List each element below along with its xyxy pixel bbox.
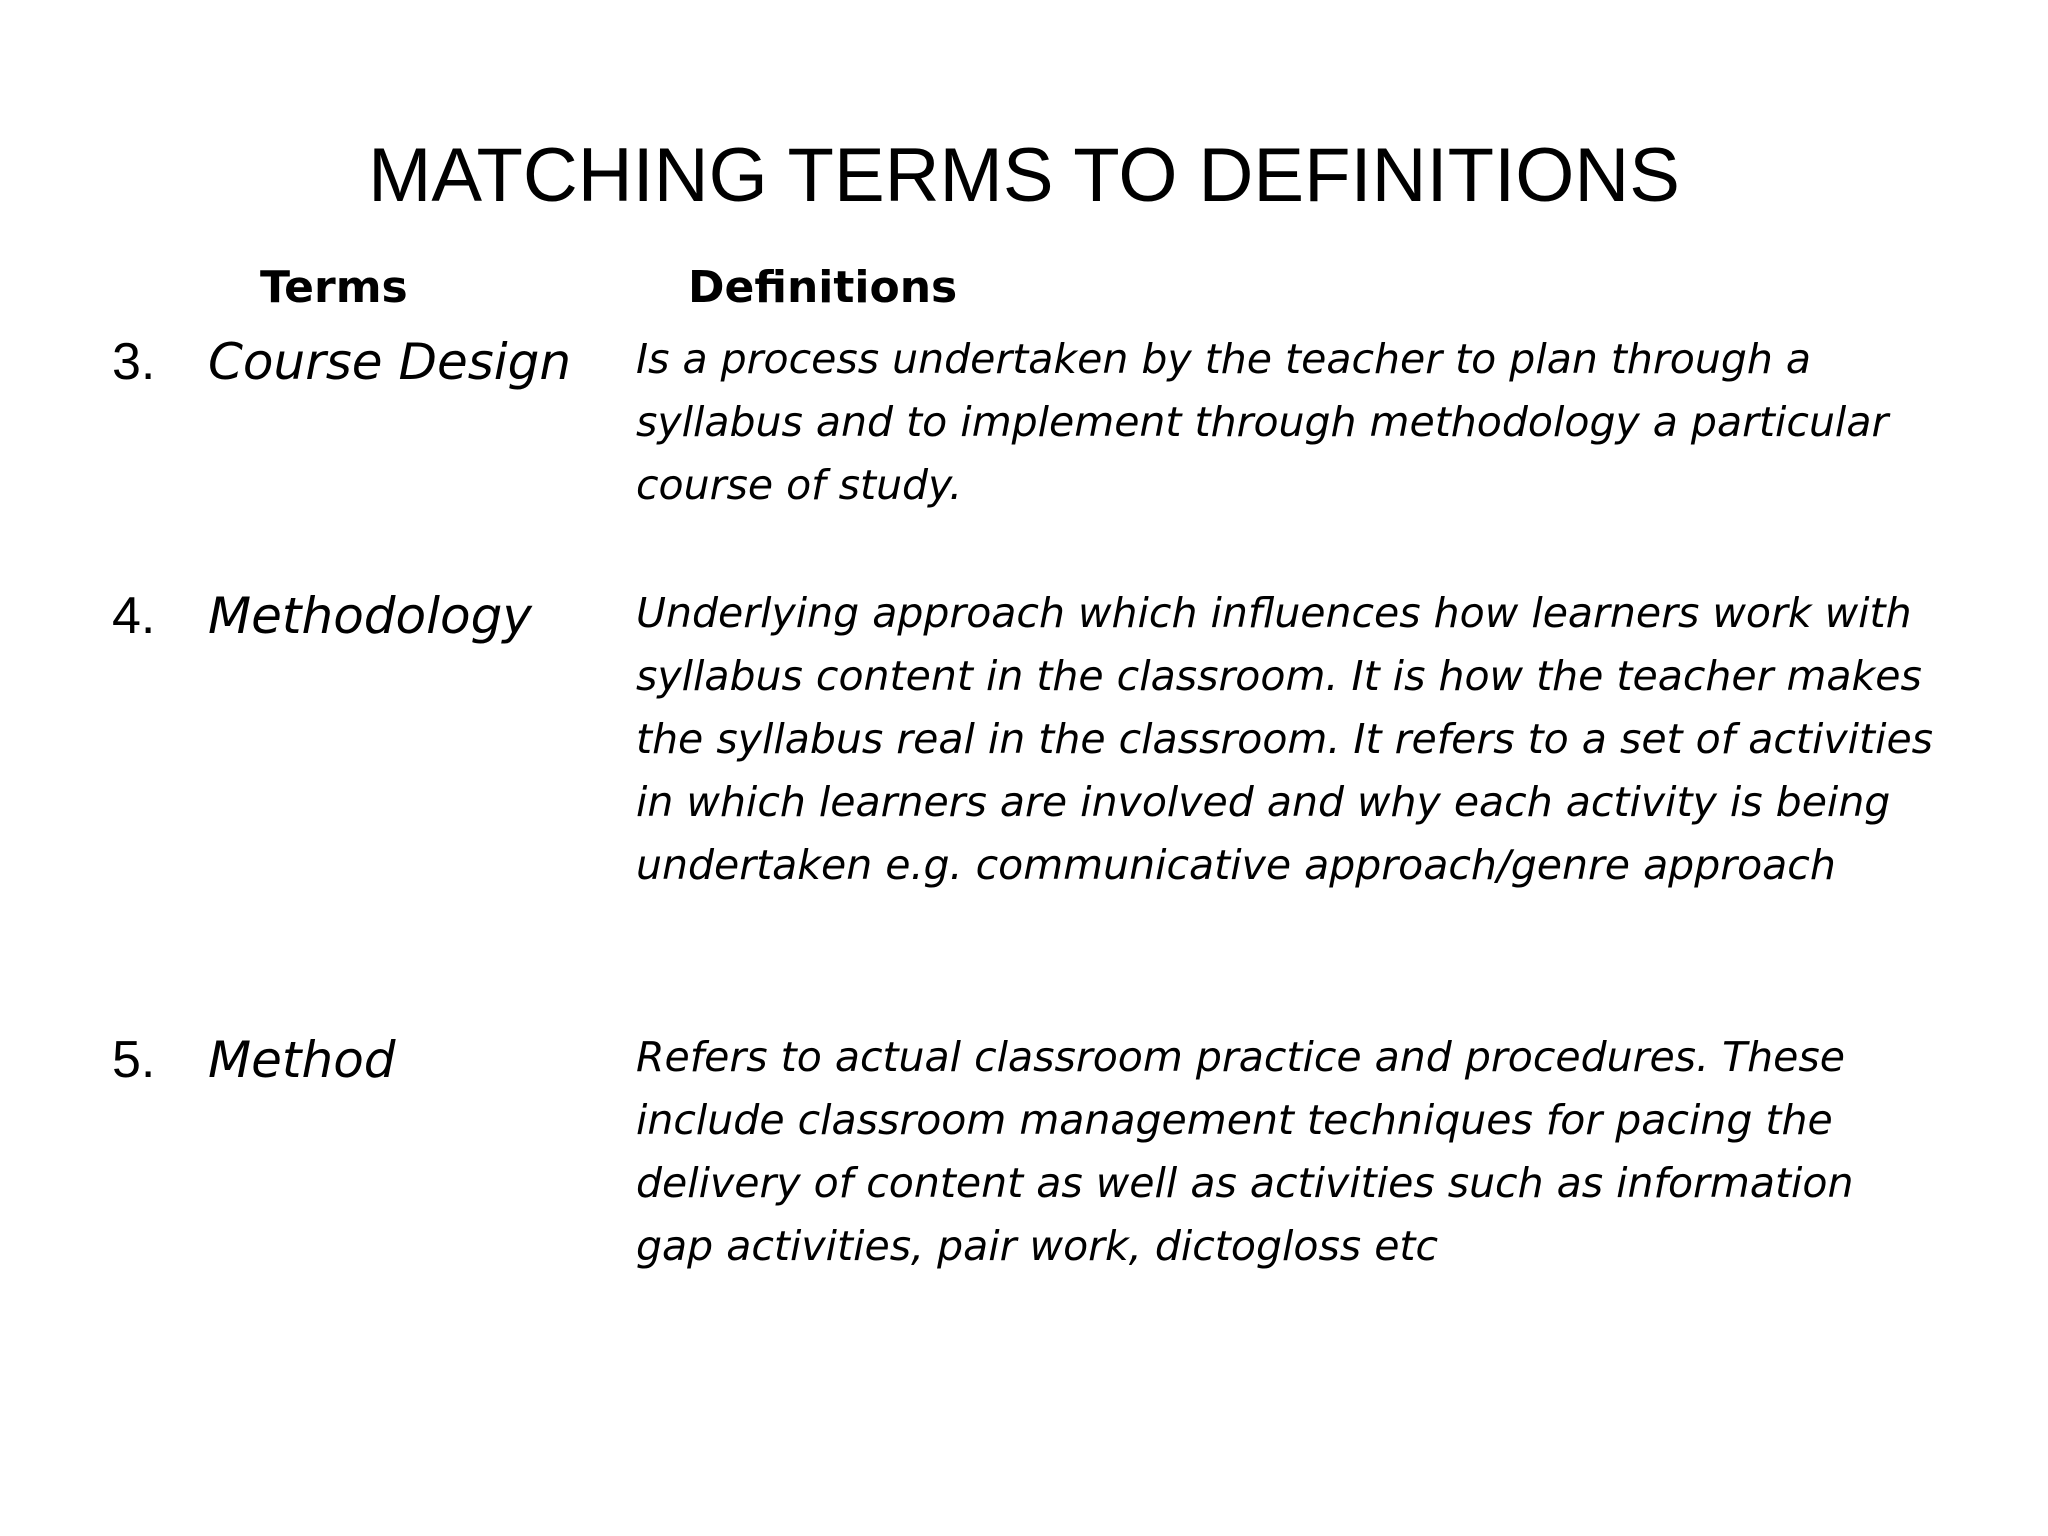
slide-title: MATCHING TERMS TO DEFINITIONS: [368, 133, 1680, 218]
term-name: Course Design: [208, 333, 572, 391]
term-name: Methodology: [208, 587, 532, 645]
entry-number: 5.: [112, 1031, 156, 1089]
entry-number: 3.: [112, 333, 156, 391]
term-definition: Underlying approach which influences how learners work with syllabus content in the classroom. It is how the teacher makes the syllabus real in the classroom. It refers to a set of activities in which learners are involved and why each activity is being undertaken e.g. communicative approach/genre approach: [636, 589, 1934, 889]
term-name: Method: [208, 1031, 396, 1089]
term-definition: Refers to actual classroom practice and procedures. These include classroom management techniques for pacing the delivery of content as well as activities such as information gap activities, pair work, dictogloss etc: [636, 1033, 1854, 1270]
entry-number: 4.: [112, 587, 156, 645]
terms-column-header: Terms: [260, 262, 408, 313]
definitions-column-header: Definitions: [688, 262, 958, 313]
term-definition: Is a process undertaken by the teacher to plan through a syllabus and to implement through methodology a particular course of study.: [636, 335, 1889, 509]
